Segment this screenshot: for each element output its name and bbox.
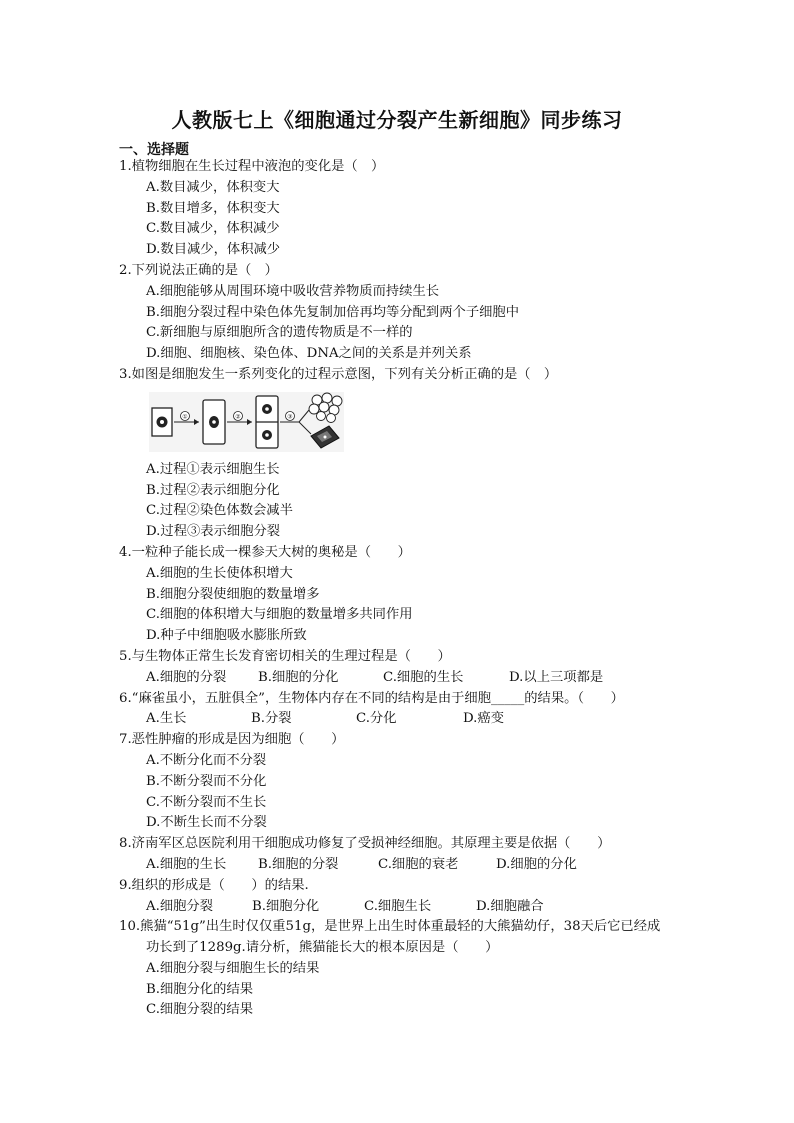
option-a: A.细胞能够从周围环境中吸收营养物质而持续生长 xyxy=(146,283,440,299)
option-d: D.过程③表示细胞分裂 xyxy=(146,524,281,540)
option-c: C.细胞的生长 xyxy=(383,669,464,685)
option-b: B.细胞分化的结果 xyxy=(146,981,254,997)
option-b: B.分裂 xyxy=(251,711,292,727)
option-b: B.细胞的分裂 xyxy=(258,856,339,872)
option-b: B.过程②表示细胞分化 xyxy=(146,482,280,498)
option-c: C.细胞的体积增大与细胞的数量增多共同作用 xyxy=(146,607,413,623)
option-d: D.细胞的分化 xyxy=(496,856,577,872)
option-c: C.新细胞与原细胞所含的遗传物质是不一样的 xyxy=(146,325,413,341)
process-label: ③ xyxy=(287,413,293,421)
option-row xyxy=(119,855,719,876)
option-a: A.生长 xyxy=(146,711,187,727)
question-2 xyxy=(119,261,719,365)
option-row xyxy=(119,668,719,689)
option-d: D.种子中细胞吸水膨胀所致 xyxy=(146,628,307,644)
option-c: C.细胞分裂的结果 xyxy=(146,1002,254,1018)
question-stem: 7.恶性肿瘤的形成是因为细胞（ ） xyxy=(119,732,345,748)
question-stem: 5.与生物体正常生长发育密切相关的生理过程是（ ） xyxy=(119,648,451,664)
option-a: A.过程①表示细胞生长 xyxy=(146,461,280,477)
option-c: C.过程②染色体数会减半 xyxy=(146,503,293,519)
option-b: B.不断分裂而不分化 xyxy=(146,773,267,789)
question-4 xyxy=(119,543,719,647)
question-stem: 9.组织的形成是（ ）的结果. xyxy=(119,877,309,893)
process-label: ① xyxy=(182,413,188,421)
option-a: A.细胞分裂与细胞生长的结果 xyxy=(146,960,320,976)
question-6 xyxy=(119,689,719,731)
option-c: C.分化 xyxy=(356,711,397,727)
question-stem: 2.下列说法正确的是（ ） xyxy=(119,262,278,278)
option-d: D.癌变 xyxy=(463,711,505,727)
enlarged-cell xyxy=(203,400,225,444)
divided-cells xyxy=(256,396,278,448)
option-d: D.不断生长而不分裂 xyxy=(146,815,267,831)
section-heading: 一、选择题 xyxy=(119,142,189,158)
question-7 xyxy=(119,730,719,834)
question-list xyxy=(119,157,719,1021)
option-c: C.不断分裂而不生长 xyxy=(146,794,267,810)
option-b: B.数目增多，体积变大 xyxy=(146,200,280,216)
option-b: B.细胞分裂过程中染色体先复制加倍再均等分配到两个子细胞中 xyxy=(146,304,520,320)
option-b: B.细胞的分化 xyxy=(258,669,339,685)
option-a: A.数目减少，体积变大 xyxy=(146,179,280,195)
option-d: D.细胞融合 xyxy=(476,898,544,914)
question-stem: 4.一粒种子能长成一棵参天大树的奥秘是（ ） xyxy=(119,544,411,560)
question-stem: 1.植物细胞在生长过程中液泡的变化是（ ） xyxy=(119,159,385,174)
option-d: D.细胞、细胞核、染色体、DNA之间的关系是并列关系 xyxy=(146,346,472,362)
option-row xyxy=(119,709,719,730)
process-label: ② xyxy=(235,413,241,421)
question-1 xyxy=(119,157,719,261)
option-d: D.以上三项都是 xyxy=(509,669,604,685)
cell-process-diagram xyxy=(149,392,344,452)
option-a: A.细胞分裂 xyxy=(146,898,214,914)
option-row xyxy=(119,897,719,918)
cell-process-figure xyxy=(149,392,344,452)
question-stem: 10.熊猫“51g”出生时仅仅重51g，是世界上出生时体重最轻的大熊猫幼仔，38天后它已经成 xyxy=(119,919,661,935)
option-b: B.细胞分裂使细胞的数量增多 xyxy=(146,586,320,602)
option-a: A.细胞的生长 xyxy=(146,856,227,872)
question-10 xyxy=(119,917,719,1021)
question-9 xyxy=(119,876,719,918)
option-a: A.细胞的生长使体积增大 xyxy=(146,565,293,581)
option-c: C.细胞的衰老 xyxy=(378,856,459,872)
page-title: 人教版七上《细胞通过分裂产生新细胞》同步练习 xyxy=(171,108,623,132)
question-3 xyxy=(119,365,719,543)
question-8 xyxy=(119,834,719,876)
small-cell xyxy=(152,408,172,436)
option-c: C.细胞生长 xyxy=(364,898,432,914)
option-a: A.细胞的分裂 xyxy=(146,669,227,685)
question-stem: 3.如图是细胞发生一系列变化的过程示意图，下列有关分析正确的是（ ） xyxy=(119,366,558,382)
option-c: C.数目减少，体积减少 xyxy=(146,221,280,237)
option-a: A.不断分化而不分裂 xyxy=(146,752,267,768)
question-stem-continued: 功长到了1289g.请分析，熊猫能长大的根本原因是（ ） xyxy=(146,940,499,956)
option-d: D.数目减少，体积减少 xyxy=(146,242,281,258)
question-stem: 8.济南军区总医院利用干细胞成功修复了受损神经细胞。其原理主要是依据（ ） xyxy=(119,836,611,852)
question-stem: 6.“麻雀虽小，五脏俱全”，生物体内存在不同的结构是由于细胞_____的结果。（ ） xyxy=(119,690,624,706)
question-5 xyxy=(119,647,719,689)
option-b: B.细胞分化 xyxy=(252,898,320,914)
